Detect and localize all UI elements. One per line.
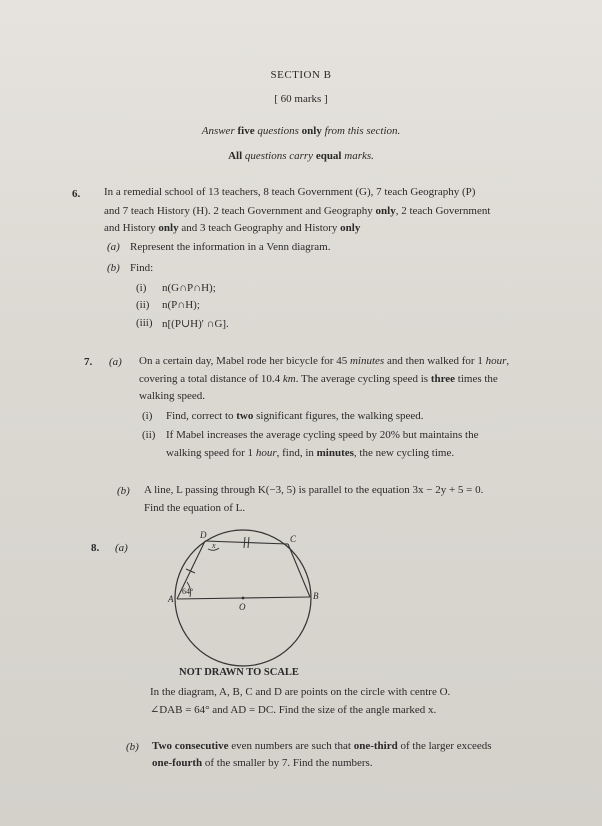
q6-number: 6. [72, 188, 81, 200]
q7a-ii-line-2: walking speed for 1 hour, find, in minutes, the new cycling time. [166, 447, 455, 459]
point-d-label: D [200, 530, 207, 540]
q8b-line-2: one-fourth of the smaller by 7. Find the numbers. [152, 757, 373, 769]
q6b-ii-label: (ii) [136, 299, 150, 311]
not-drawn-to-scale: NOT DRAWN TO SCALE [179, 667, 299, 678]
centre-o-label: O [239, 602, 246, 612]
chord-dc [205, 541, 288, 544]
q7a-line-2: covering a total distance of 10.4 km. The average cycling speed is three times the [139, 373, 498, 385]
q6-line-1: In a remedial school of 13 teachers, 8 teach Government (G), 7 teach Geography (P) [104, 186, 476, 198]
q7a-ii-line-1: If Mabel increases the average cycling speed by 20% but maintains the [166, 429, 479, 441]
section-title: SECTION B [270, 69, 332, 81]
q7a-ii-label: (ii) [142, 429, 156, 441]
q8a-line-2: ∠DAB = 64° and AD = DC. Find the size of the angle marked x. [150, 704, 437, 716]
q6b-ii-text: n(P∩H); [162, 299, 200, 311]
tick-dc-2 [248, 537, 249, 548]
q8b-line-1: Two consecutive even numbers are such that one-third of the larger exceeds [152, 740, 492, 752]
tick-dc-1 [244, 537, 245, 548]
q8b-label: (b) [126, 741, 139, 753]
instruction-line-1: Answer five questions only from this section. [201, 125, 401, 137]
q8a-line-1: In the diagram, A, B, C and D are points on the circle with centre O. [150, 686, 451, 698]
q6b-text: Find: [130, 262, 154, 274]
point-c-label: C [290, 534, 297, 544]
q6b-iii-label: (iii) [136, 317, 153, 329]
q7b-label: (b) [117, 485, 130, 497]
q6a-label: (a) [107, 241, 120, 253]
angle-x-label: x [212, 541, 216, 550]
q7a-line-3: walking speed. [139, 390, 205, 402]
q7b-line-1: A line, L passing through K(−3, 5) is parallel to the equation 3x − 2y + 5 = 0. [144, 484, 484, 496]
centre-dot [242, 597, 245, 600]
q7a-i-text: Find, correct to two significant figures, the walking speed. [166, 410, 424, 422]
angle-64-label: 64° [182, 587, 194, 596]
point-b-label: B [313, 591, 319, 601]
q6b-label: (b) [107, 262, 120, 274]
q7a-label: (a) [109, 356, 122, 368]
q6b-i-text: n(G∩P∩H); [162, 282, 216, 294]
point-a-label: A [168, 594, 174, 604]
q7a-i-label: (i) [142, 410, 153, 422]
q6a-text: Represent the information in a Venn diagram. [130, 241, 331, 253]
q7b-line-2: Find the equation of L. [144, 502, 246, 514]
q6b-i-label: (i) [136, 282, 147, 294]
q8a-label: (a) [115, 542, 128, 554]
q6b-iii-text: n[(P∪H)' ∩G]. [162, 318, 229, 330]
q7-number: 7. [84, 356, 93, 368]
section-marks: [ 60 marks ] [274, 93, 328, 105]
q6-line-2: and 7 teach History (H). 2 teach Government and Geography only, 2 teach Government [104, 205, 491, 217]
q7a-line-1: On a certain day, Mabel rode her bicycle for 45 minutes and then walked for 1 hour, [139, 355, 510, 367]
q6-line-3: and History only and 3 teach Geography and History only [104, 222, 361, 234]
tick-ad [186, 569, 195, 573]
q8-number: 8. [91, 542, 100, 554]
instruction-line-2: All questions carry equal marks. [228, 150, 374, 162]
chord-cb [288, 544, 310, 597]
